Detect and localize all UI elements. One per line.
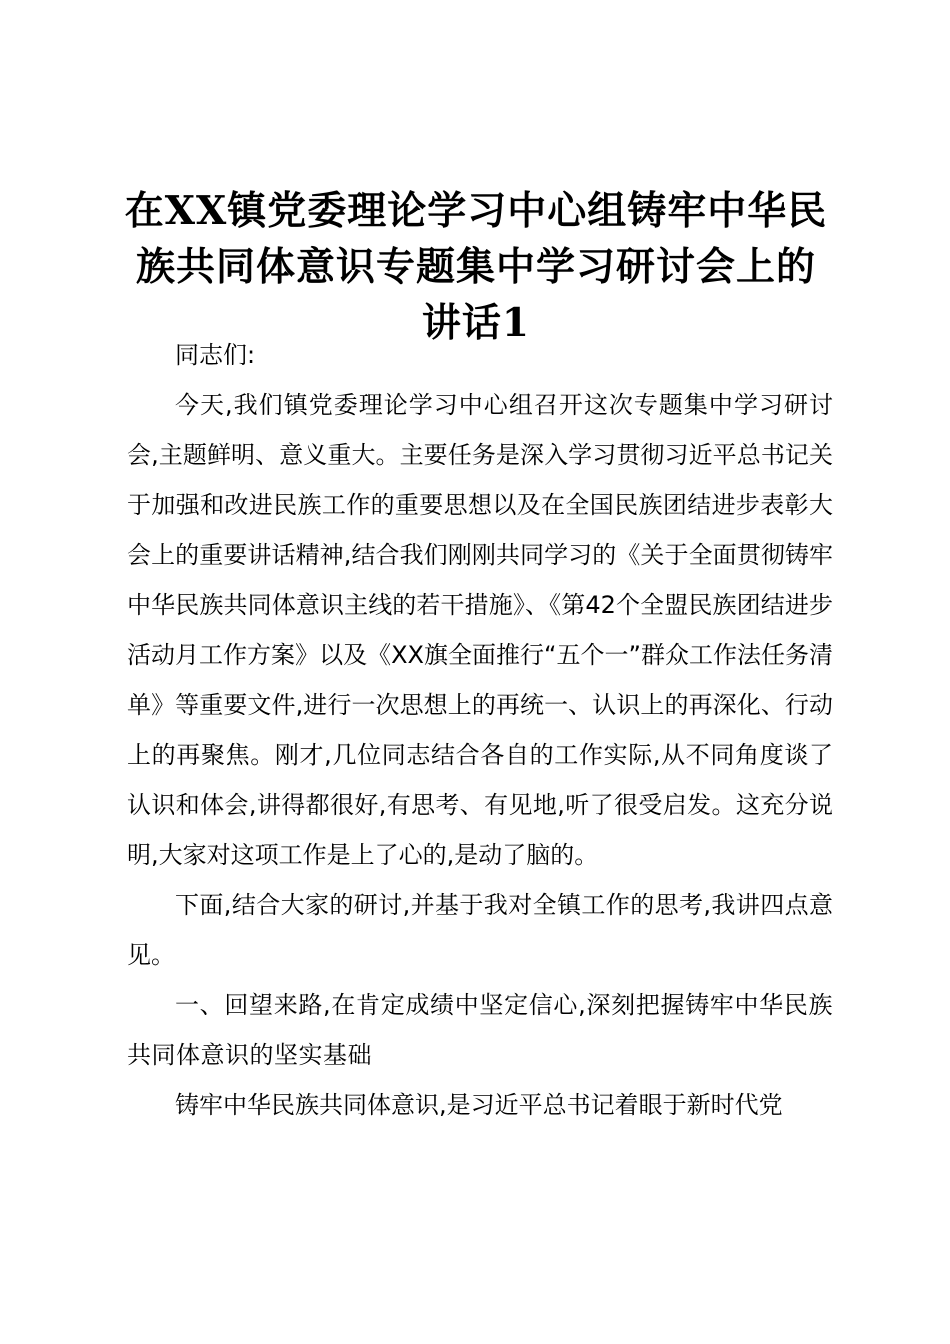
opening-paragraph: 今天,我们镇党委理论学习中心组召开这次专题集中学习研讨会,主题鲜明、意义重大。主要任务是深入学习贯彻习近平总书记关于加强和改进民族工作的重要思想以及在全国民族团结进步表彰大会上的重要讲话精神,结合我们刚刚共同学习的《关于全面贯彻铸牢中华民族共同体意识主线的若干措施》、《第42个全盟民族团结进步活动月工作方案》以及《XX旗全面推行“五个一”群众工作法任务清单》等重要文件,进行一次思想上的再统一、认识上的再深化、行动上的再聚焦。刚才,几位同志结合各自的工作实际,从不同角度谈了认识和体会,讲得都很好,有思考、有见地,听了很受启发。这充分说明,大家对这项工作是上了心的,是动了脑的。: [127, 391, 833, 869]
transition-paragraph: 下面,结合大家的研讨,并基于我对全镇工作的思考,我讲四点意见。: [127, 891, 833, 969]
section-1-paragraph: 铸牢中华民族共同体意识,是习近平总书记着眼于新时代党: [175, 1091, 783, 1119]
document-body: [127, 330, 833, 1130]
document-title: 在XX镇党委理论学习中心组铸牢中华民族共同体意识专题集中学习研讨会上的讲话1: [124, 188, 828, 346]
section-heading-1: 一、回望来路,在肯定成绩中坚定信心,深刻把握铸牢中华民族共同体意识的坚实基础: [127, 991, 833, 1069]
salutation-paragraph: 同志们:: [175, 341, 256, 369]
